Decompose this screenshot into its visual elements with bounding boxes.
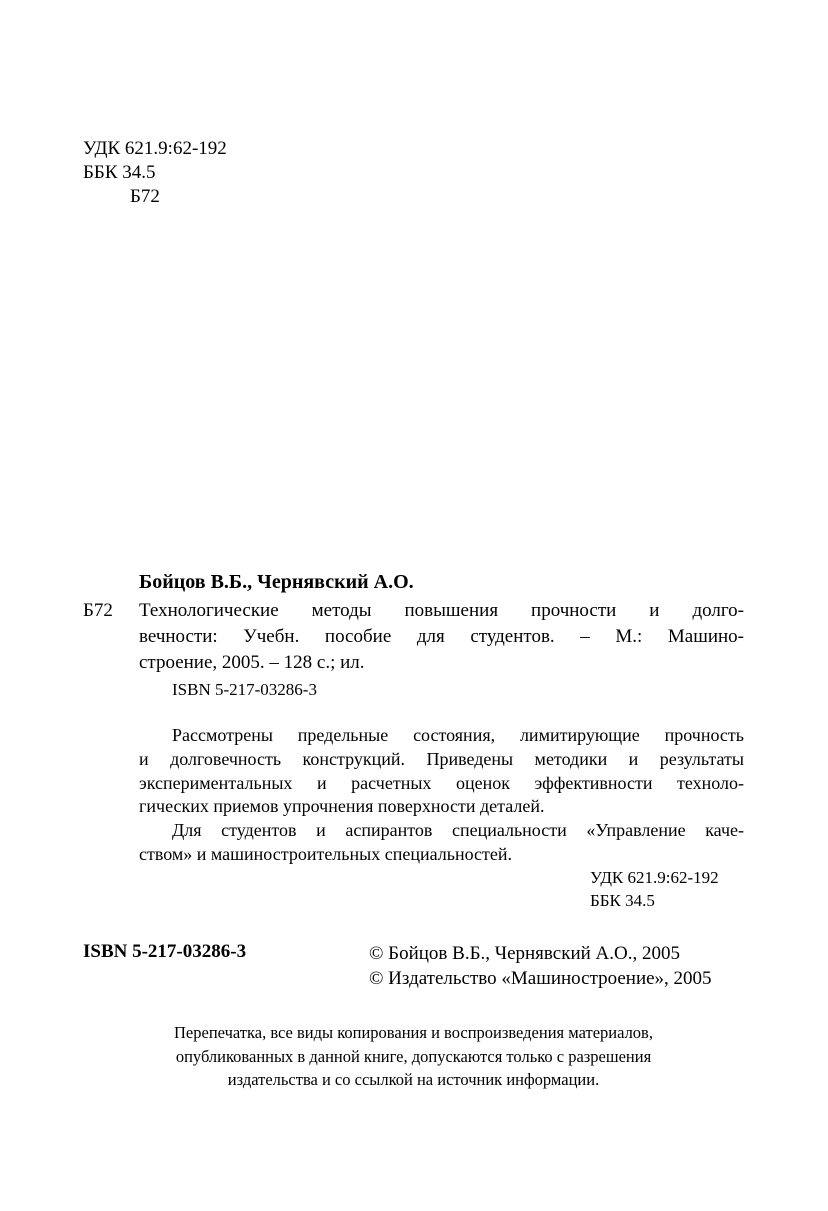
abstract-line: Для студентов и аспирантов специальности «Управление каче- (172, 820, 744, 841)
reprint-notice (83, 1021, 744, 1092)
entry-description (139, 599, 744, 677)
top-udk-code: УДК 621.9:62-192 (83, 138, 227, 159)
notice-line: издательства и со ссылкой на источник информации. (227, 1070, 600, 1089)
entry-line: Технологические методы повышения прочности и долго- (139, 600, 744, 621)
top-author-code: Б72 (130, 186, 160, 207)
entry-authors: Бойцов В.Б., Чернявский А.О. (139, 571, 414, 593)
abstract-line: ством» и машиностроительных специальностей. (139, 843, 512, 864)
copyright-publisher: © Издательство «Машиностроение», 2005 (369, 968, 712, 989)
isbn-bold: ISBN 5-217-03286-3 (83, 941, 247, 962)
notice-line: опубликованных в данной книге, допускаются только с разрешения (175, 1046, 652, 1066)
abstract-line: гических приемов упрочнения поверхности деталей. (139, 796, 545, 817)
entry-isbn: ISBN 5-217-03286-3 (172, 680, 317, 699)
entry-line: строение, 2005. – 128 с.; ил. (139, 652, 365, 673)
abstract-line: экспериментальных и расчетных оценок эффективности техноло- (139, 772, 744, 793)
entry-line: вечности: Учебн. пособие для студентов. – М.: Машино- (139, 626, 744, 647)
bottom-bbk-code: ББК 34.5 (590, 891, 655, 910)
bottom-udk-code: УДК 621.9:62-192 (590, 868, 719, 887)
notice-line: Перепечатка, все виды копирования и воспроизведения материалов, (174, 1023, 653, 1042)
copyright-authors: © Бойцов В.Б., Чернявский А.О., 2005 (369, 943, 680, 964)
top-bbk-code: ББК 34.5 (83, 162, 156, 183)
abstract (139, 723, 744, 866)
abstract-line: Рассмотрены предельные состояния, лимитирующие прочность (172, 725, 744, 745)
entry-author-code: Б72 (83, 600, 113, 621)
abstract-line: и долговечность конструкций. Приведены методики и результаты (139, 748, 744, 769)
